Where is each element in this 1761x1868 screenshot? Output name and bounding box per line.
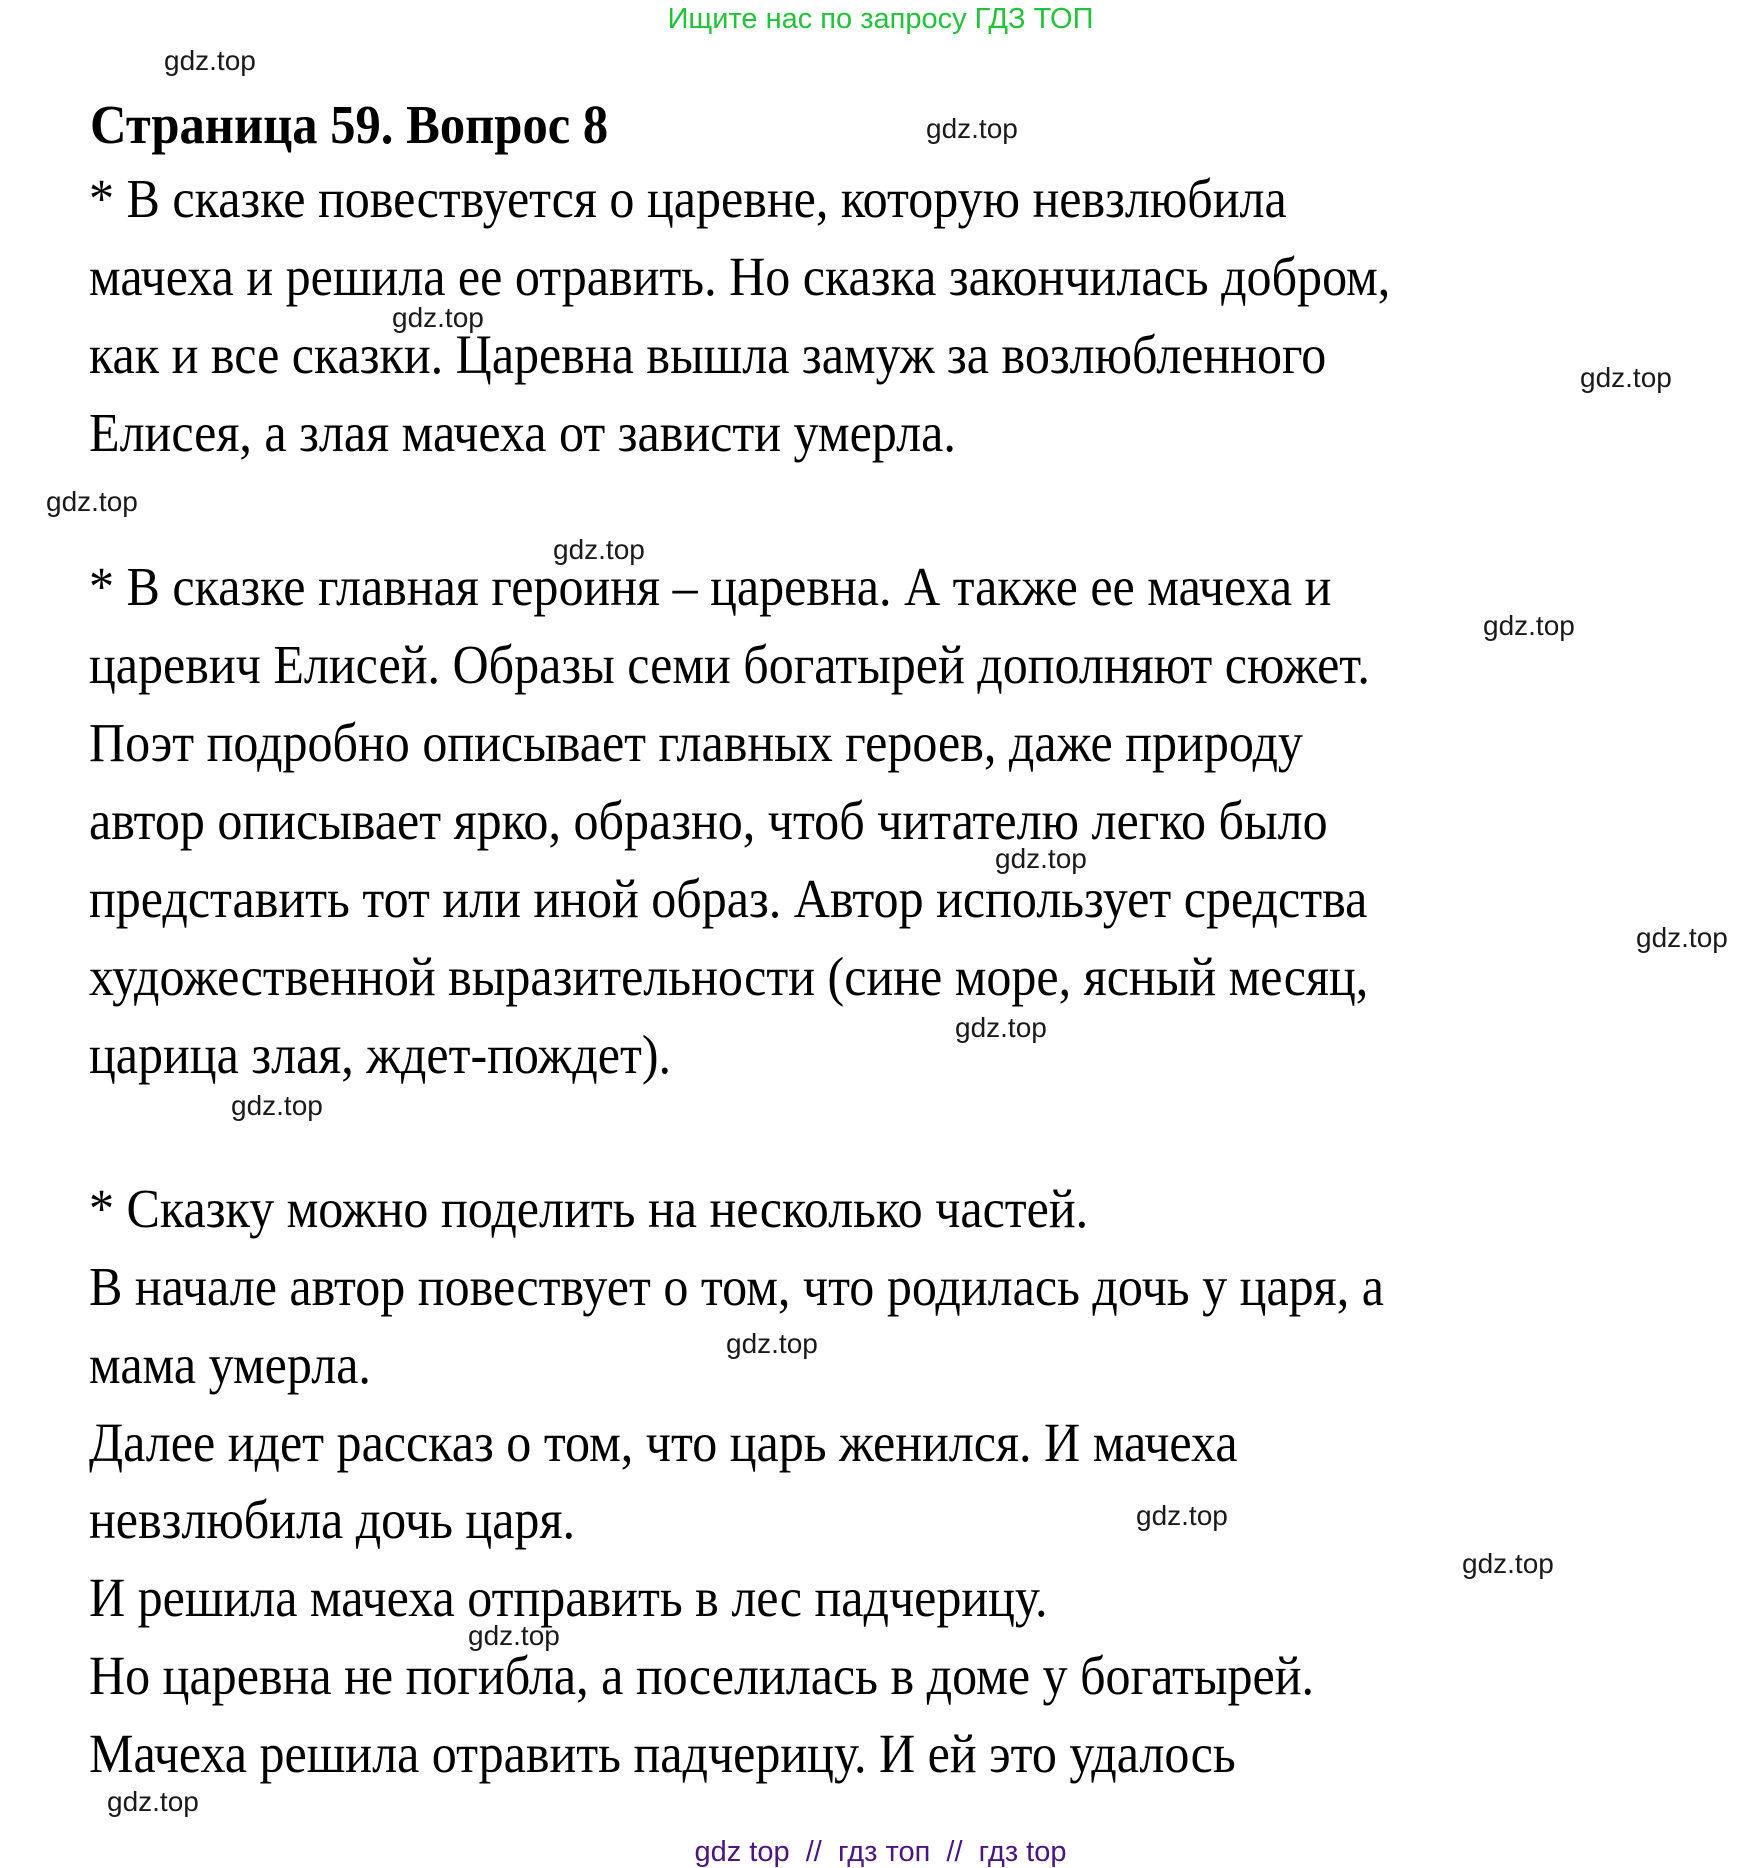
paragraph-line: Елисея, а злая мачеха от зависти умерла. [89,402,956,463]
paragraph-line: Но царевна не погибла, а поселилась в доме у богатырей. [89,1645,1315,1706]
paragraph-line: автор описывает ярко, образно, чтоб читателю легко было [89,790,1328,851]
watermark: gdz.top [164,45,256,76]
page-title: Страница 59. Вопрос 8 [90,94,609,155]
paragraph-line: художественной выразительности (сине море, ясный месяц, [89,946,1369,1007]
paragraph-line: В начале автор повествует о том, что родилась дочь у царя, а [89,1256,1384,1317]
watermark: gdz.top [231,1090,323,1121]
watermark: gdz.top [392,302,484,333]
paragraph-line: представить тот или иной образ. Автор использует средства [89,868,1368,929]
paragraph-line: * В сказке повествуется о царевне, которую невзлюбила [89,168,1287,229]
watermark: gdz.top [1462,1548,1554,1579]
watermark: gdz.top [107,1786,199,1817]
watermark: gdz.top [553,534,645,565]
watermark: gdz.top [1136,1500,1228,1531]
paragraph-line: царица злая, ждет-пождет). [89,1024,672,1085]
promo-banner[interactable]: Ищите нас по запросу ГДЗ ТОП [667,3,1094,35]
paragraph-line: мама умерла. [89,1334,371,1395]
watermark: gdz.top [46,486,138,517]
paragraph-line: царевич Елисей. Образы семи богатырей дополняют сюжет. [89,634,1370,695]
paragraph-line: * В сказке главная героиня – царевна. А также ее мачеха и [89,556,1332,617]
watermark: gdz.top [955,1012,1047,1043]
paragraph-line: Мачеха решила отравить падчерицу. И ей это удалось [89,1723,1236,1784]
paragraph-line: И решила мачеха отправить в лес падчерицу. [89,1567,1048,1628]
paragraph-line: мачеха и решила ее отравить. Но сказка закончилась добром, [89,246,1391,307]
paragraph-line: Далее идет рассказ о том, что царь женился. И мачеха [89,1412,1238,1473]
paragraph-line: невзлюбила дочь царя. [89,1489,575,1550]
watermark: gdz.top [1483,610,1575,641]
watermark: gdz.top [1636,922,1728,953]
watermark: gdz.top [726,1328,818,1359]
watermark: gdz.top [1580,362,1672,393]
paragraph-line: * Сказку можно поделить на несколько частей. [89,1178,1089,1239]
paragraph-line: как и все сказки. Царевна вышла замуж за возлюбленного [89,324,1327,385]
footer-links[interactable]: gdz top // гдз топ // гдз top [694,1836,1067,1868]
watermark: gdz.top [995,843,1087,874]
paragraph-line: Поэт подробно описывает главных героев, даже природу [89,712,1303,773]
watermark: gdz.top [468,1620,560,1651]
watermark: gdz.top [926,113,1018,144]
